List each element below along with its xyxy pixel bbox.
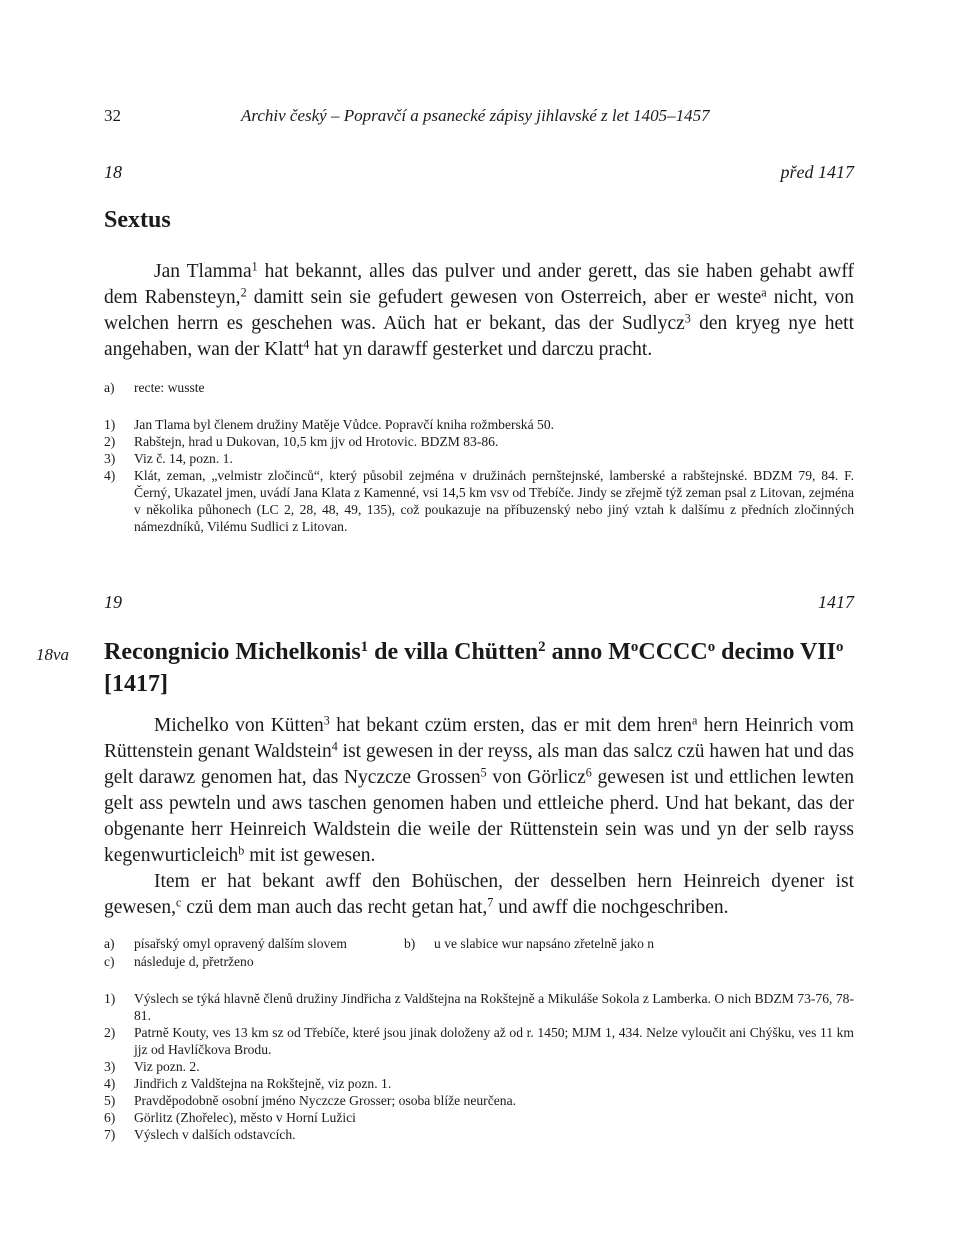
footnote xyxy=(104,450,854,467)
text-run: nicht, von welchen herrn es geschehen was. Aüch hat er bekant, das der Sudlycz xyxy=(104,287,854,334)
apparatus-row xyxy=(104,953,854,971)
text-run: Item er hat bekant awff den Bohüschen, der desselben hern Heinreich dyener ist gewesen, xyxy=(104,871,854,918)
running-title: Archiv český – Popravčí a psanecké zápisy jihlavské z let 1405–1457 xyxy=(241,106,710,125)
note-text: Görlitz (Zhořelec), město v Horní Lužici xyxy=(134,1110,356,1125)
note-text: Výslech se týká hlavně členů družiny Jindřicha z Valdštejna na Rokštejně a Mikuláše Sokola z Lamberka. O nich BDZM 73-76, 78-81. xyxy=(134,991,854,1023)
text-run: damitt sein sie gefudert gewesen von Osterreich, aber er weste xyxy=(246,287,762,308)
note-text: písařský omyl opravený dalším slovem xyxy=(134,936,347,951)
running-head xyxy=(104,106,854,130)
note-label: a) xyxy=(104,380,115,395)
footnote xyxy=(104,1058,854,1075)
entry-18-date: před 1417 xyxy=(780,162,854,182)
apparatus-ref: c xyxy=(176,895,182,910)
entry-18-paragraph xyxy=(104,259,854,363)
text-run: den kryeg nye hett angehaben, wan der Klatt xyxy=(104,313,855,360)
apparatus-note xyxy=(404,935,654,953)
note-text: u ve slabice wur napsáno zřetelně jako n xyxy=(434,936,655,951)
entry-19-text xyxy=(104,713,854,921)
note-text: Jindřich z Valdštejna na Rokštejně, viz pozn. 1. xyxy=(134,1076,392,1091)
entry-19-apparatus xyxy=(104,935,854,971)
note-label: 2) xyxy=(104,434,116,449)
heading-run: decimo VII xyxy=(715,639,837,665)
apparatus-ref: a xyxy=(691,713,698,728)
text-run: hat bekannt, alles das pulver und ander gerett, das sie haben gehabt awff dem Rabensteyn, xyxy=(104,261,854,308)
footnote-ref: 2 xyxy=(538,638,546,655)
apparatus-note xyxy=(104,935,404,953)
entry-19-number: 19 xyxy=(104,592,122,612)
apparatus-ref: a xyxy=(761,285,767,300)
footnote xyxy=(104,433,854,450)
apparatus-row xyxy=(104,935,854,953)
note-text: Výslech v dalších odstavcích. xyxy=(134,1127,296,1142)
note-label: a) xyxy=(104,936,115,951)
heading-run: CCCC xyxy=(638,639,708,665)
note-label: 4) xyxy=(104,468,116,483)
entry-18-number: 18 xyxy=(104,162,122,182)
note-text: Viz č. 14, pozn. 1. xyxy=(134,451,233,466)
entry-18-footnotes xyxy=(104,416,854,535)
entry-18-heading: Sextus xyxy=(104,207,171,233)
entry-19-footnotes xyxy=(104,990,854,1143)
footnote-ref: 6 xyxy=(585,765,592,780)
folio-marginal-note: 18va xyxy=(36,645,70,664)
note-text: recte: wusste xyxy=(134,380,205,395)
heading-run: Recongnicio Michelkonis xyxy=(104,639,361,665)
heading-run: [1417] xyxy=(104,671,168,697)
text-run: mit ist gewesen. xyxy=(244,845,376,866)
apparatus-ref: b xyxy=(238,843,245,858)
footnote-ref: 4 xyxy=(303,337,310,352)
entry-19-paragraph-1 xyxy=(104,713,854,869)
note-label: 4) xyxy=(104,1076,116,1091)
apparatus-note xyxy=(104,379,854,396)
footnote xyxy=(104,467,854,535)
note-text: Jan Tlama byl členem družiny Matěje Vůdce. Popravčí kniha rožmberská 50. xyxy=(134,417,555,432)
superscript-o: o xyxy=(836,638,844,655)
entry-19-paragraph-2 xyxy=(104,869,854,921)
text-run: hern Heinrich vom Rüttenstein genant Waldstein xyxy=(104,715,854,762)
footnote xyxy=(104,1092,854,1109)
text-run: hat yn darawff gesterket und darczu pracht. xyxy=(309,339,653,360)
entry-18-apparatus xyxy=(104,379,854,396)
superscript-o: o xyxy=(707,638,716,655)
entry-19-heading xyxy=(104,636,864,700)
footnote xyxy=(104,1109,854,1126)
footnote-ref: 4 xyxy=(331,739,338,754)
footnote-ref: 3 xyxy=(323,713,330,728)
text-run: hat bekant czüm ersten, das er mit dem hren xyxy=(329,715,692,736)
entry-19-date: 1417 xyxy=(818,592,854,612)
note-text: Pravděpodobně osobní jméno Nyczcze Grosser; osoba blíže neurčena. xyxy=(134,1093,517,1108)
page-number: 32 xyxy=(104,106,121,125)
footnote-ref: 1 xyxy=(251,259,258,274)
footnote xyxy=(104,1126,854,1143)
apparatus-note xyxy=(104,953,254,971)
footnote xyxy=(104,416,854,433)
footnote-ref: 7 xyxy=(487,895,494,910)
note-text: Viz pozn. 2. xyxy=(134,1059,200,1074)
footnote xyxy=(104,1075,854,1092)
note-text: následuje d, přetrženo xyxy=(134,954,254,969)
note-text: Klát, zeman, „velmistr zločinců“, který působil zejména v družinách pernštejnské, lamberské a rabštejnské. BDZM 79, 84. F. Černý, Ukazatel jmen, uvádí Jana Klata z Kamenné, vsi 14,5 km vsv od Třebíče. Jindy se zřejmě týž zeman psal z Litovan, zejména v několika půhonech (LC 2, 28, 48, 49, 135), což poukazuje na příbuzenský nebo jiný vztah k dalšímu z předních zločinných námezdníků, Vilému Sudlici z Litovan. xyxy=(134,468,854,534)
footnote-ref: 5 xyxy=(480,765,487,780)
text-run: ist gewesen in der reyss, als man das salcz czü hawen hat und das gelt darawz genomen hat, das Nyczcze Grossen xyxy=(104,741,855,788)
note-label: b) xyxy=(404,936,416,951)
heading-run: de villa Chütten xyxy=(368,639,539,665)
note-label: 7) xyxy=(104,1127,116,1142)
text-run: czü dem man auch das recht getan hat, xyxy=(181,897,488,918)
text-run: gewesen ist und ettlichen lewten gelt ass pewteln und aws taschen genomen haben und ettleiche pherd. Und hat bekant, das der obgenante herr Heinreich Waldstein die weile der Rüttenstein sein was und yn der selb rayss kegenwurticleich xyxy=(104,767,854,866)
text-run: von Görlicz xyxy=(486,767,586,788)
heading-run: anno M xyxy=(545,639,631,665)
footnote-ref: 1 xyxy=(360,638,369,655)
footnote xyxy=(104,1024,854,1058)
note-label: 2) xyxy=(104,1025,116,1040)
note-label: 5) xyxy=(104,1093,116,1108)
text-run: Michelko von Kütten xyxy=(154,715,324,736)
footnote xyxy=(104,990,854,1024)
note-label: 3) xyxy=(104,1059,116,1074)
text-run: Jan Tlamma xyxy=(154,261,252,282)
note-text: Rabštejn, hrad u Dukovan, 10,5 km jjv od Hrotovic. BDZM 83-86. xyxy=(134,434,499,449)
note-text: Patrně Kouty, ves 13 km sz od Třebíče, které jsou jinak doloženy až od r. 1450; MJM 1, 434. Nelze vyloučit ani Chýšku, ves 11 km jjz od Havlíčkova Brodu. xyxy=(134,1025,854,1057)
superscript-o: o xyxy=(630,638,639,655)
note-label: c) xyxy=(104,954,115,969)
note-label: 1) xyxy=(104,991,116,1006)
note-label: 6) xyxy=(104,1110,116,1125)
text-run: und awff die nochgeschriben. xyxy=(493,897,729,918)
note-label: 1) xyxy=(104,417,116,432)
footnote-ref: 3 xyxy=(684,311,691,326)
footnote-ref: 2 xyxy=(240,285,247,300)
note-label: 3) xyxy=(104,451,116,466)
